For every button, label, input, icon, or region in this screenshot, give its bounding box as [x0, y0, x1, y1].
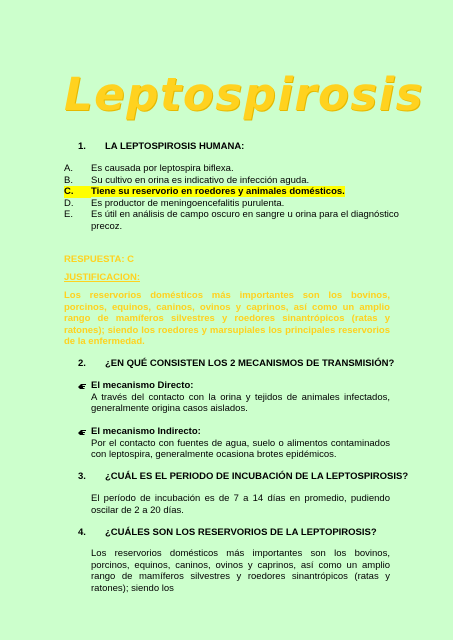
answer-label: RESPUESTA: C — [64, 254, 135, 265]
justification-text: Los reservorios domésticos más importantes son los bovinos, porcinos, equinos, caninos, ovinos y caprinos, así como un amplio rango de mamíferos silvestres y roedores sinantrópicos (ratas y ratones); siendo los roedores y marsupiales los principales reservorios de la enfermedad. — [64, 290, 390, 348]
question-number: 2. — [78, 358, 86, 369]
mechanism-text: Por el contacto con fuentes de agua, suelo o alimentos contaminados con leptospira, generalmente ocasiona brotes epidémicos. — [91, 437, 390, 461]
question-2-heading — [64, 358, 394, 369]
question-number: 1. — [78, 141, 86, 152]
option-text: Su cultivo en orina es indicativo de infección aguda. — [91, 174, 310, 186]
document-title: Leptospirosis — [64, 68, 424, 121]
pointing-hand-icon — [77, 381, 87, 391]
question-text: ¿CUÁLES SON LOS RESERVORIOS DE LA LEPTOPIROSIS? — [105, 527, 377, 538]
question-3-heading — [64, 471, 408, 482]
option-letter: B. — [64, 174, 73, 186]
question-text: ¿CUÁL ES EL PERIODO DE INCUBACIÓN DE LA LEPTOSPIROSIS? — [105, 471, 409, 482]
option-d — [64, 198, 404, 210]
question-1-options — [64, 163, 404, 233]
reservoirs-text: Los reservorios domésticos más importantes son los bovinos, porcinos, equinos, caninos, ovinos y caprinos, así como un amplio rango de mamíferos silvestres y roedores sinantrópicos (ratas y ratones); siendo los — [91, 548, 390, 594]
option-b — [64, 175, 404, 187]
incubation-text: El período de incubación es de 7 a 14 días en promedio, pudiendo oscilar de 2 a 20 días. — [91, 493, 390, 516]
question-number: 4. — [78, 527, 86, 538]
option-text: Tiene su reservorio en roedores y animales domésticos. — [91, 186, 345, 198]
option-letter: D. — [64, 197, 74, 209]
question-number: 3. — [78, 471, 86, 482]
question-1-heading — [64, 141, 244, 152]
option-letter: C. — [64, 186, 91, 198]
option-e — [64, 209, 404, 232]
question-4-heading — [64, 527, 377, 538]
pointing-hand-icon — [77, 427, 87, 437]
mechanism-heading: El mecanismo Indirecto: — [91, 426, 201, 437]
mechanism-indirect — [77, 426, 390, 461]
question-text: ¿EN QUÉ CONSISTEN LOS 2 MECANISMOS DE TRANSMISIÓN? — [105, 358, 395, 369]
question-text: LA LEPTOSPIROSIS HUMANA: — [105, 141, 245, 152]
option-letter: E. — [64, 209, 73, 221]
option-text: Es causada por leptospira biflexa. — [91, 163, 234, 174]
option-c-highlighted — [64, 186, 404, 198]
option-letter: A. — [64, 163, 73, 174]
option-a — [64, 163, 404, 175]
mechanism-direct — [77, 380, 390, 415]
option-text: Es productor de meningoencefalitis purulenta. — [91, 197, 285, 209]
justification-label: JUSTIFICACION: — [64, 272, 140, 283]
option-text: Es útil en análisis de campo oscuro en sangre u orina para el diagnóstico precoz. — [91, 209, 399, 232]
mechanism-heading: El mecanismo Directo: — [91, 380, 194, 391]
mechanism-text: A través del contacto con la orina y tejidos de animales infectados, generalmente origina casos aislados. — [91, 391, 390, 415]
